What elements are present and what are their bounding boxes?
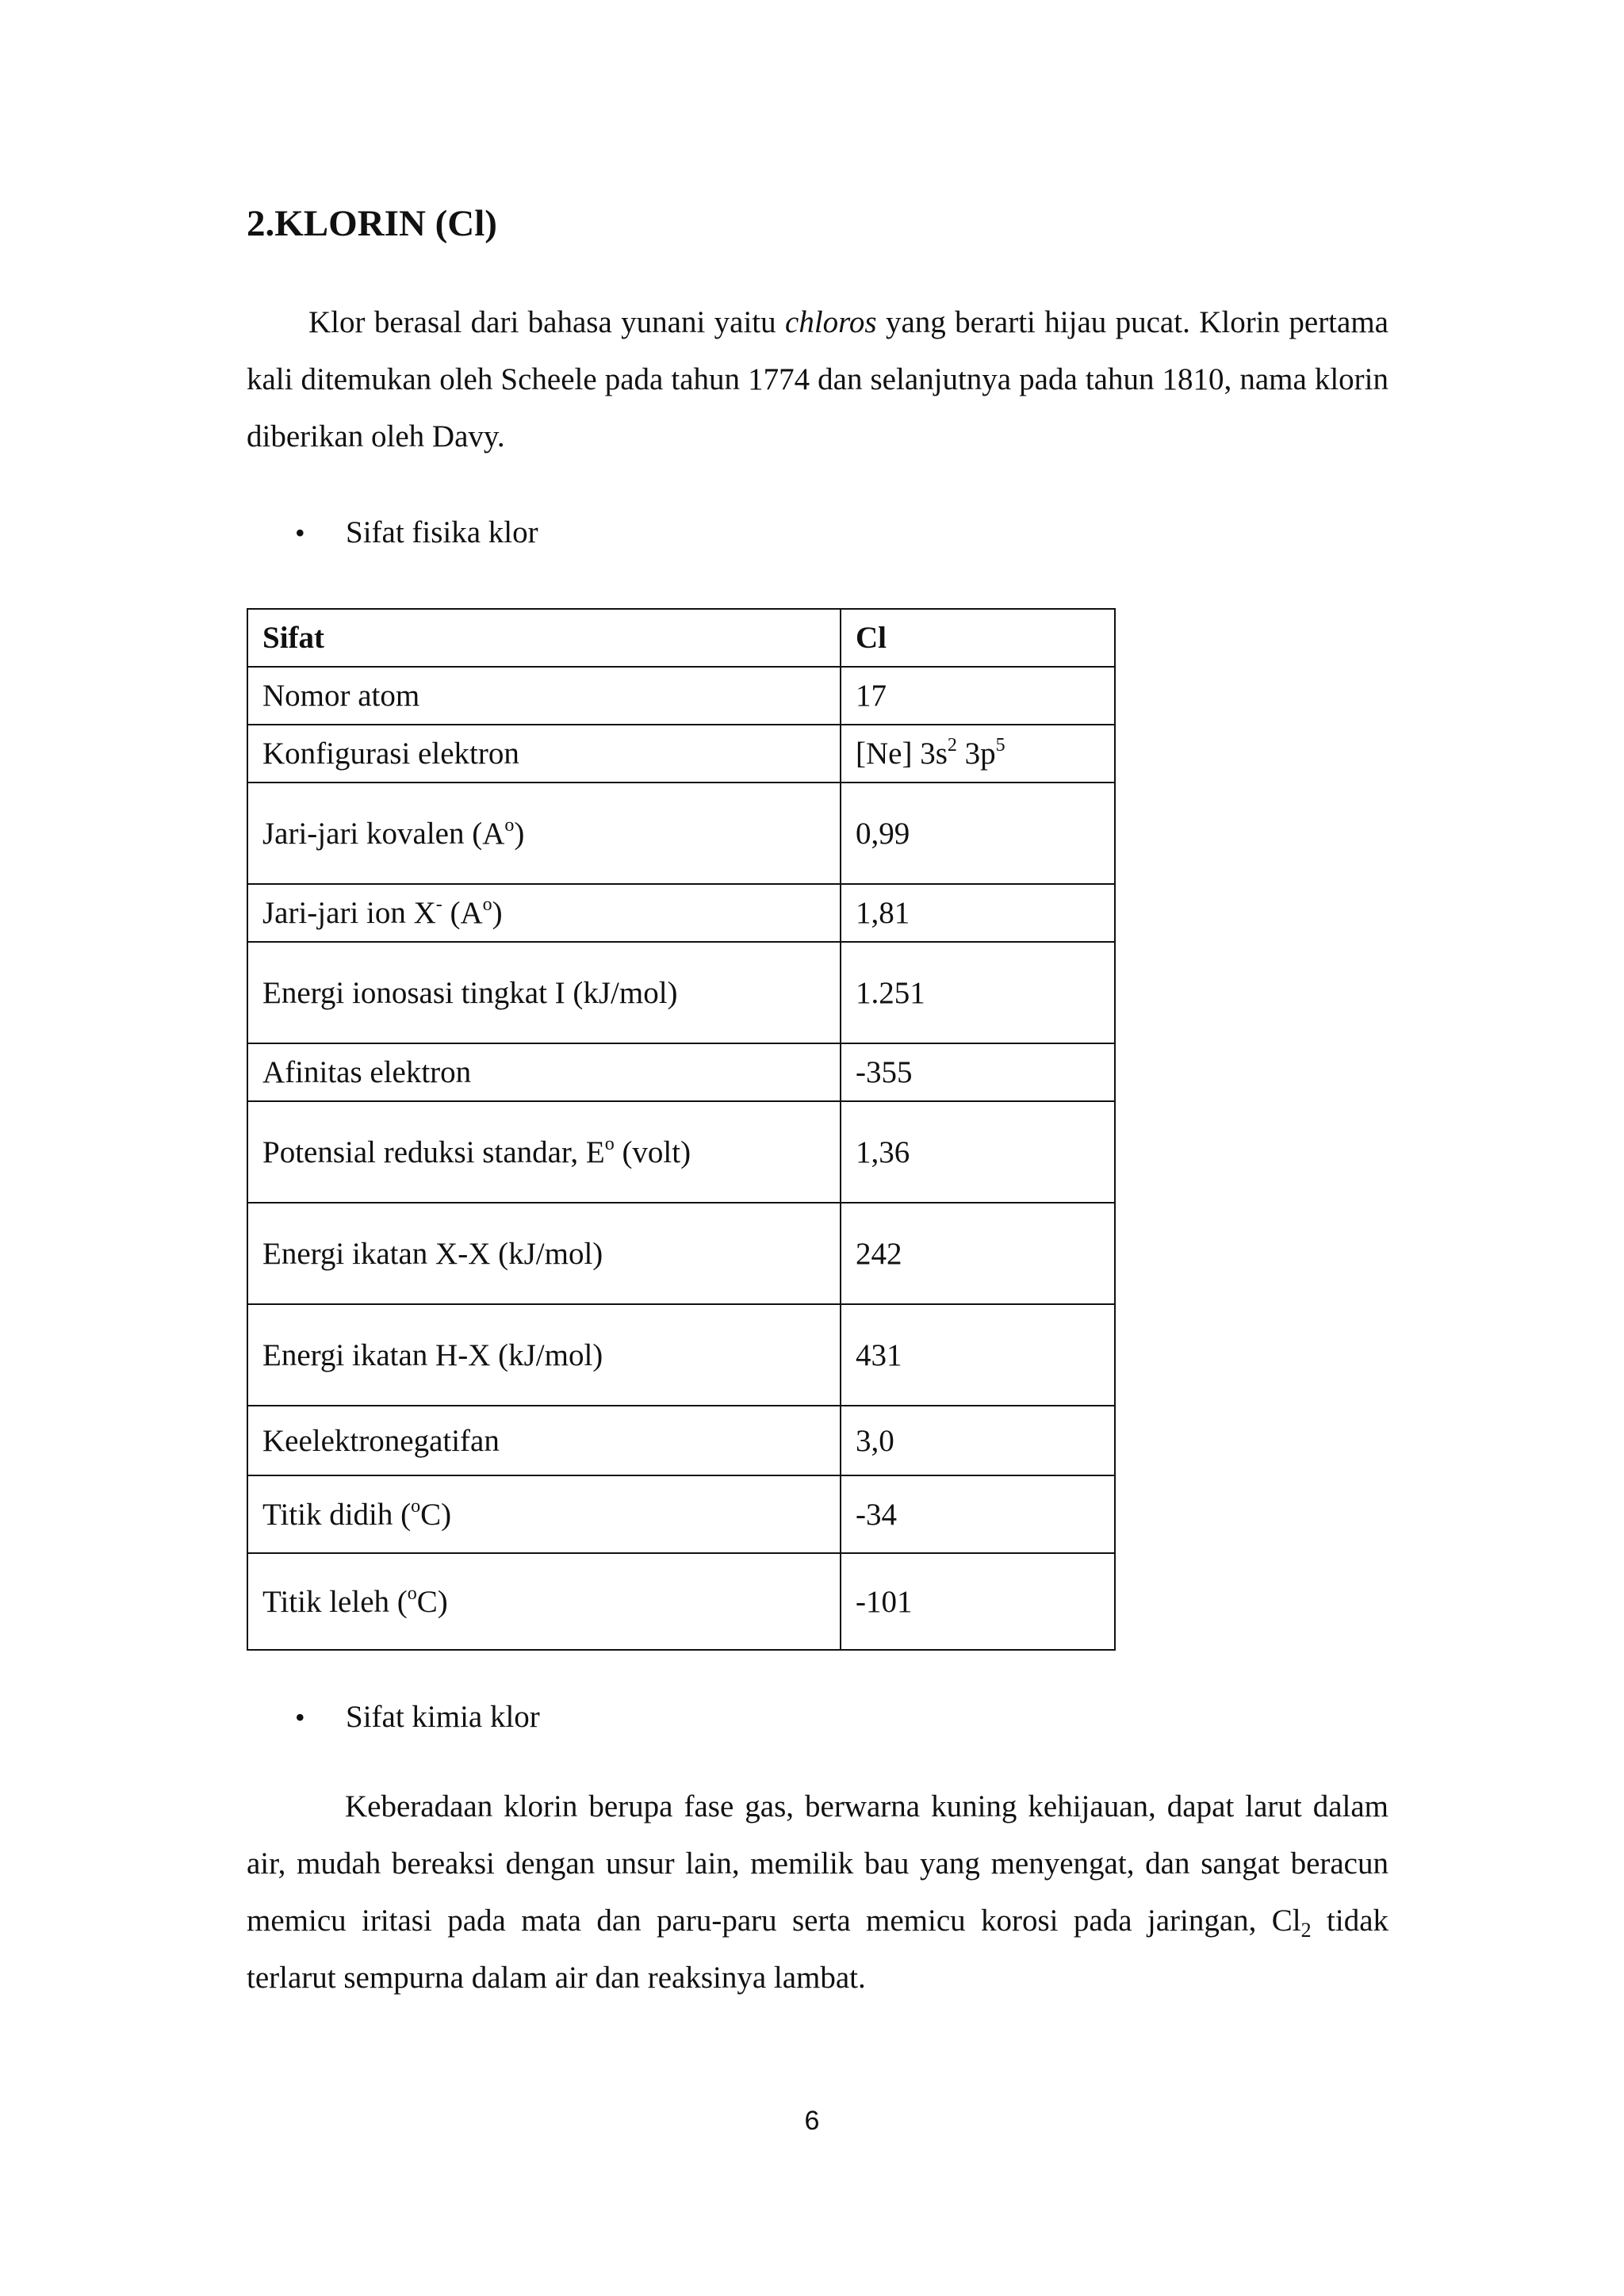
property-cell: Konfigurasi elektron	[247, 725, 841, 783]
bullet-label: Sifat fisika klor	[346, 515, 538, 549]
table-row	[247, 1304, 1115, 1406]
property-cell: Energi ikatan H-X (kJ/mol)	[247, 1304, 841, 1406]
property-cell: Energi ikatan X-X (kJ/mol)	[247, 1203, 841, 1304]
property-cell: Afinitas elektron	[247, 1043, 841, 1101]
intro-paragraph	[247, 294, 1388, 465]
chem-text-end: tidak terlarut sempurna dalam air dan reaksinya lambat.	[247, 1904, 1388, 1995]
chem-text-start: Keberadaan klorin berupa fase gas, berwarna kuning kehijauan, dapat larut dalam air, mudah bereaksi dengan unsur lain, memilik bau yang menyengat, dan sangat beracun memicu iritasi pada mata dan paru-paru serta memicu korosi pada jaringan, Cl	[247, 1789, 1388, 1938]
table-row	[247, 1043, 1115, 1101]
table-row	[247, 1406, 1115, 1475]
bullet-icon: •	[295, 1701, 305, 1733]
table-row	[247, 942, 1115, 1043]
bullet-label: Sifat kimia klor	[346, 1700, 540, 1734]
intro-text-end: yang berarti hijau pucat. Klorin pertama kali ditemukan oleh Scheele pada tahun 1774 dan selanjutnya pada tahun 1810, nama klorin diberikan oleh Davy.	[247, 305, 1388, 453]
property-cell: Titik leleh ($^o$C)	[247, 1553, 841, 1650]
table-row	[247, 725, 1115, 783]
header-property: Sifat	[247, 609, 841, 667]
value-cell: 3,0	[841, 1406, 1115, 1475]
page-number: 6	[804, 2106, 820, 2136]
table-row	[247, 667, 1115, 725]
table-row	[247, 1553, 1115, 1650]
value-cell: -101	[841, 1553, 1115, 1650]
property-cell: Jari-jari ion X- $(A^o)$	[247, 884, 841, 942]
property-cell: Nomor atom	[247, 667, 841, 725]
value-cell: -34	[841, 1475, 1115, 1553]
table-row	[247, 1203, 1115, 1304]
bullet-icon: •	[295, 517, 305, 549]
header-value: Cl	[841, 609, 1115, 667]
section-heading: 2.KLORIN (Cl)	[247, 203, 497, 244]
value-cell: 1,81	[841, 884, 1115, 942]
value-cell: 242	[841, 1203, 1115, 1304]
property-cell: Titik didih ($^o$C)	[247, 1475, 841, 1553]
value-cell: 0,99	[841, 783, 1115, 884]
value-cell: [Ne] $3s^2$ $3p^5$	[841, 725, 1115, 783]
table-row	[247, 1101, 1115, 1203]
table-header-row	[247, 609, 1115, 667]
intro-text-start: Klor berasal dari bahasa yunani yaitu	[308, 305, 786, 339]
intro-italic-term: chloros	[785, 305, 877, 339]
value-cell: 1,36	[841, 1101, 1115, 1203]
value-cell: 431	[841, 1304, 1115, 1406]
table-row	[247, 1475, 1115, 1553]
table-row	[247, 884, 1115, 942]
chem-subscript: 2	[1300, 1919, 1312, 1942]
value-cell: -355	[841, 1043, 1115, 1101]
value-cell: 1.251	[841, 942, 1115, 1043]
value-cell: 17	[841, 667, 1115, 725]
property-cell: Jari-jari kovalen $(A^o)$	[247, 783, 841, 884]
chemical-paragraph	[247, 1778, 1388, 2007]
property-cell: Keelektronegatifan	[247, 1406, 841, 1475]
table-row	[247, 783, 1115, 884]
property-cell: Energi ionosasi tingkat I (kJ/mol)	[247, 942, 841, 1043]
property-cell: Potensial reduksi standar, $E^o$ (volt)	[247, 1101, 841, 1203]
properties-table	[247, 608, 1116, 1651]
